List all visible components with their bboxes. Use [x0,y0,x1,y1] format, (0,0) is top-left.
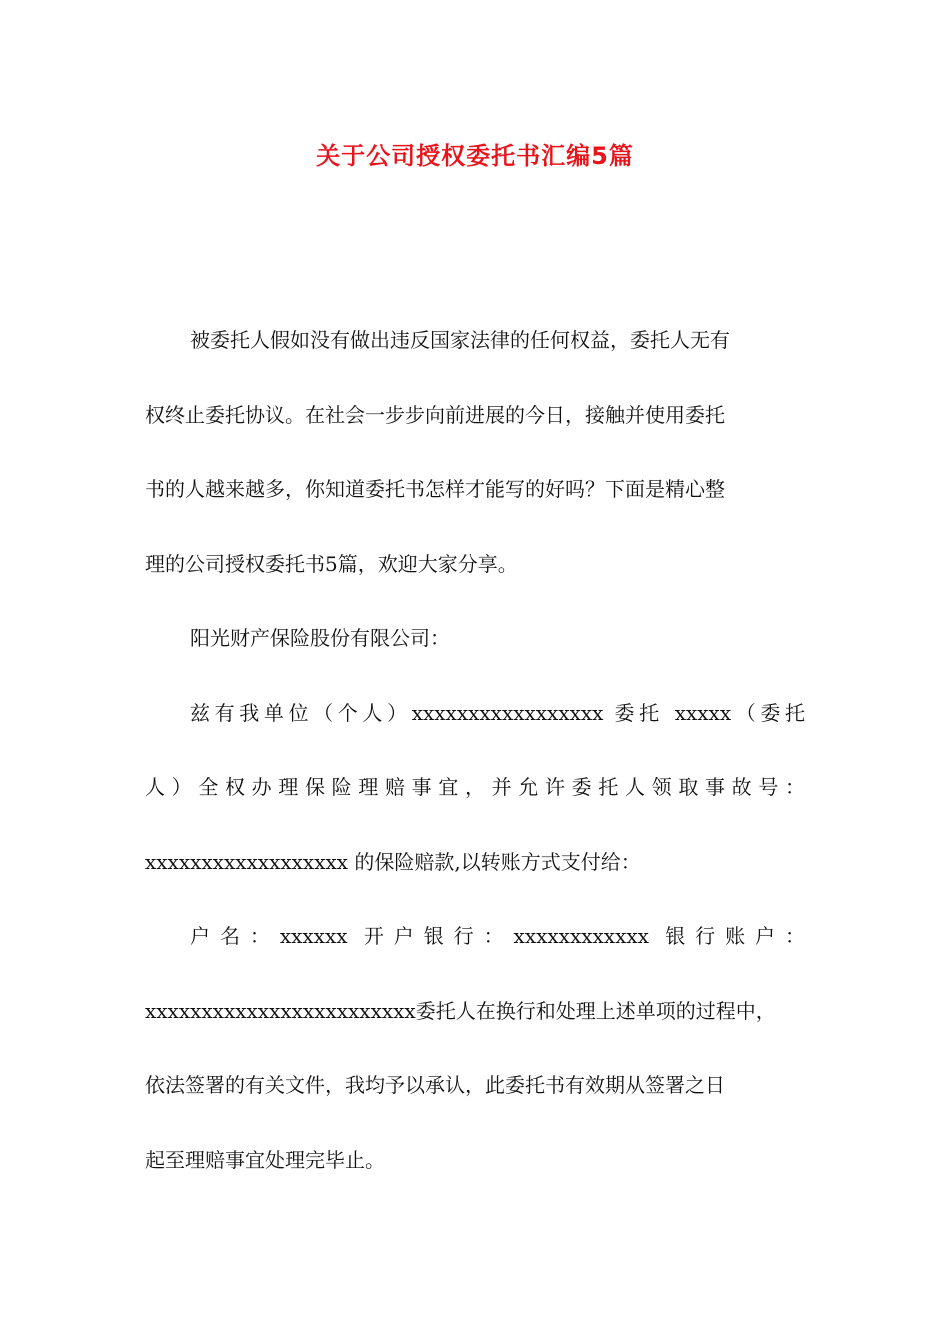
body-line: 人）全权办理保险理赔事宜，并允许委托人领取事故号： [145,775,805,799]
body-line: 兹有我单位（个人）xxxxxxxxxxxxxxxxx 委托 xxxxx（委托 [190,700,805,725]
account-info-line: 户名：xxxxxx 开户银行：xxxxxxxxxxxx 银行账户： [190,924,805,948]
body-line: 被委托人假如没有做出违反国家法律的任何权益，委托人无有 [190,328,730,352]
body-line: xxxxxxxxxxxxxxxxxx 的保险赔款,以转账方式支付给： [145,849,641,874]
body-line: 理的公司授权委托书5篇，欢迎大家分享。 [145,551,518,576]
document-body [145,320,805,1214]
addressee-line: 阳光财产保险股份有限公司： [190,626,450,650]
body-line: 权终止委托协议。在社会一步步向前进展的今日，接触并使用委托 [145,402,725,427]
body-line: 书的人越来越多，你知道委托书怎样才能写的好吗？下面是精心整 [145,477,725,501]
document-title: 关于公司授权委托书汇编5篇 [316,142,634,170]
body-line: 起至理赔事宜处理完毕止。 [145,1147,385,1172]
body-line: 依法签署的有关文件，我均予以承认，此委托书有效期从签署之日 [145,1073,725,1097]
body-line: xxxxxxxxxxxxxxxxxxxxxxxx委托人在换行和处理上述单项的过程中， [145,998,776,1023]
